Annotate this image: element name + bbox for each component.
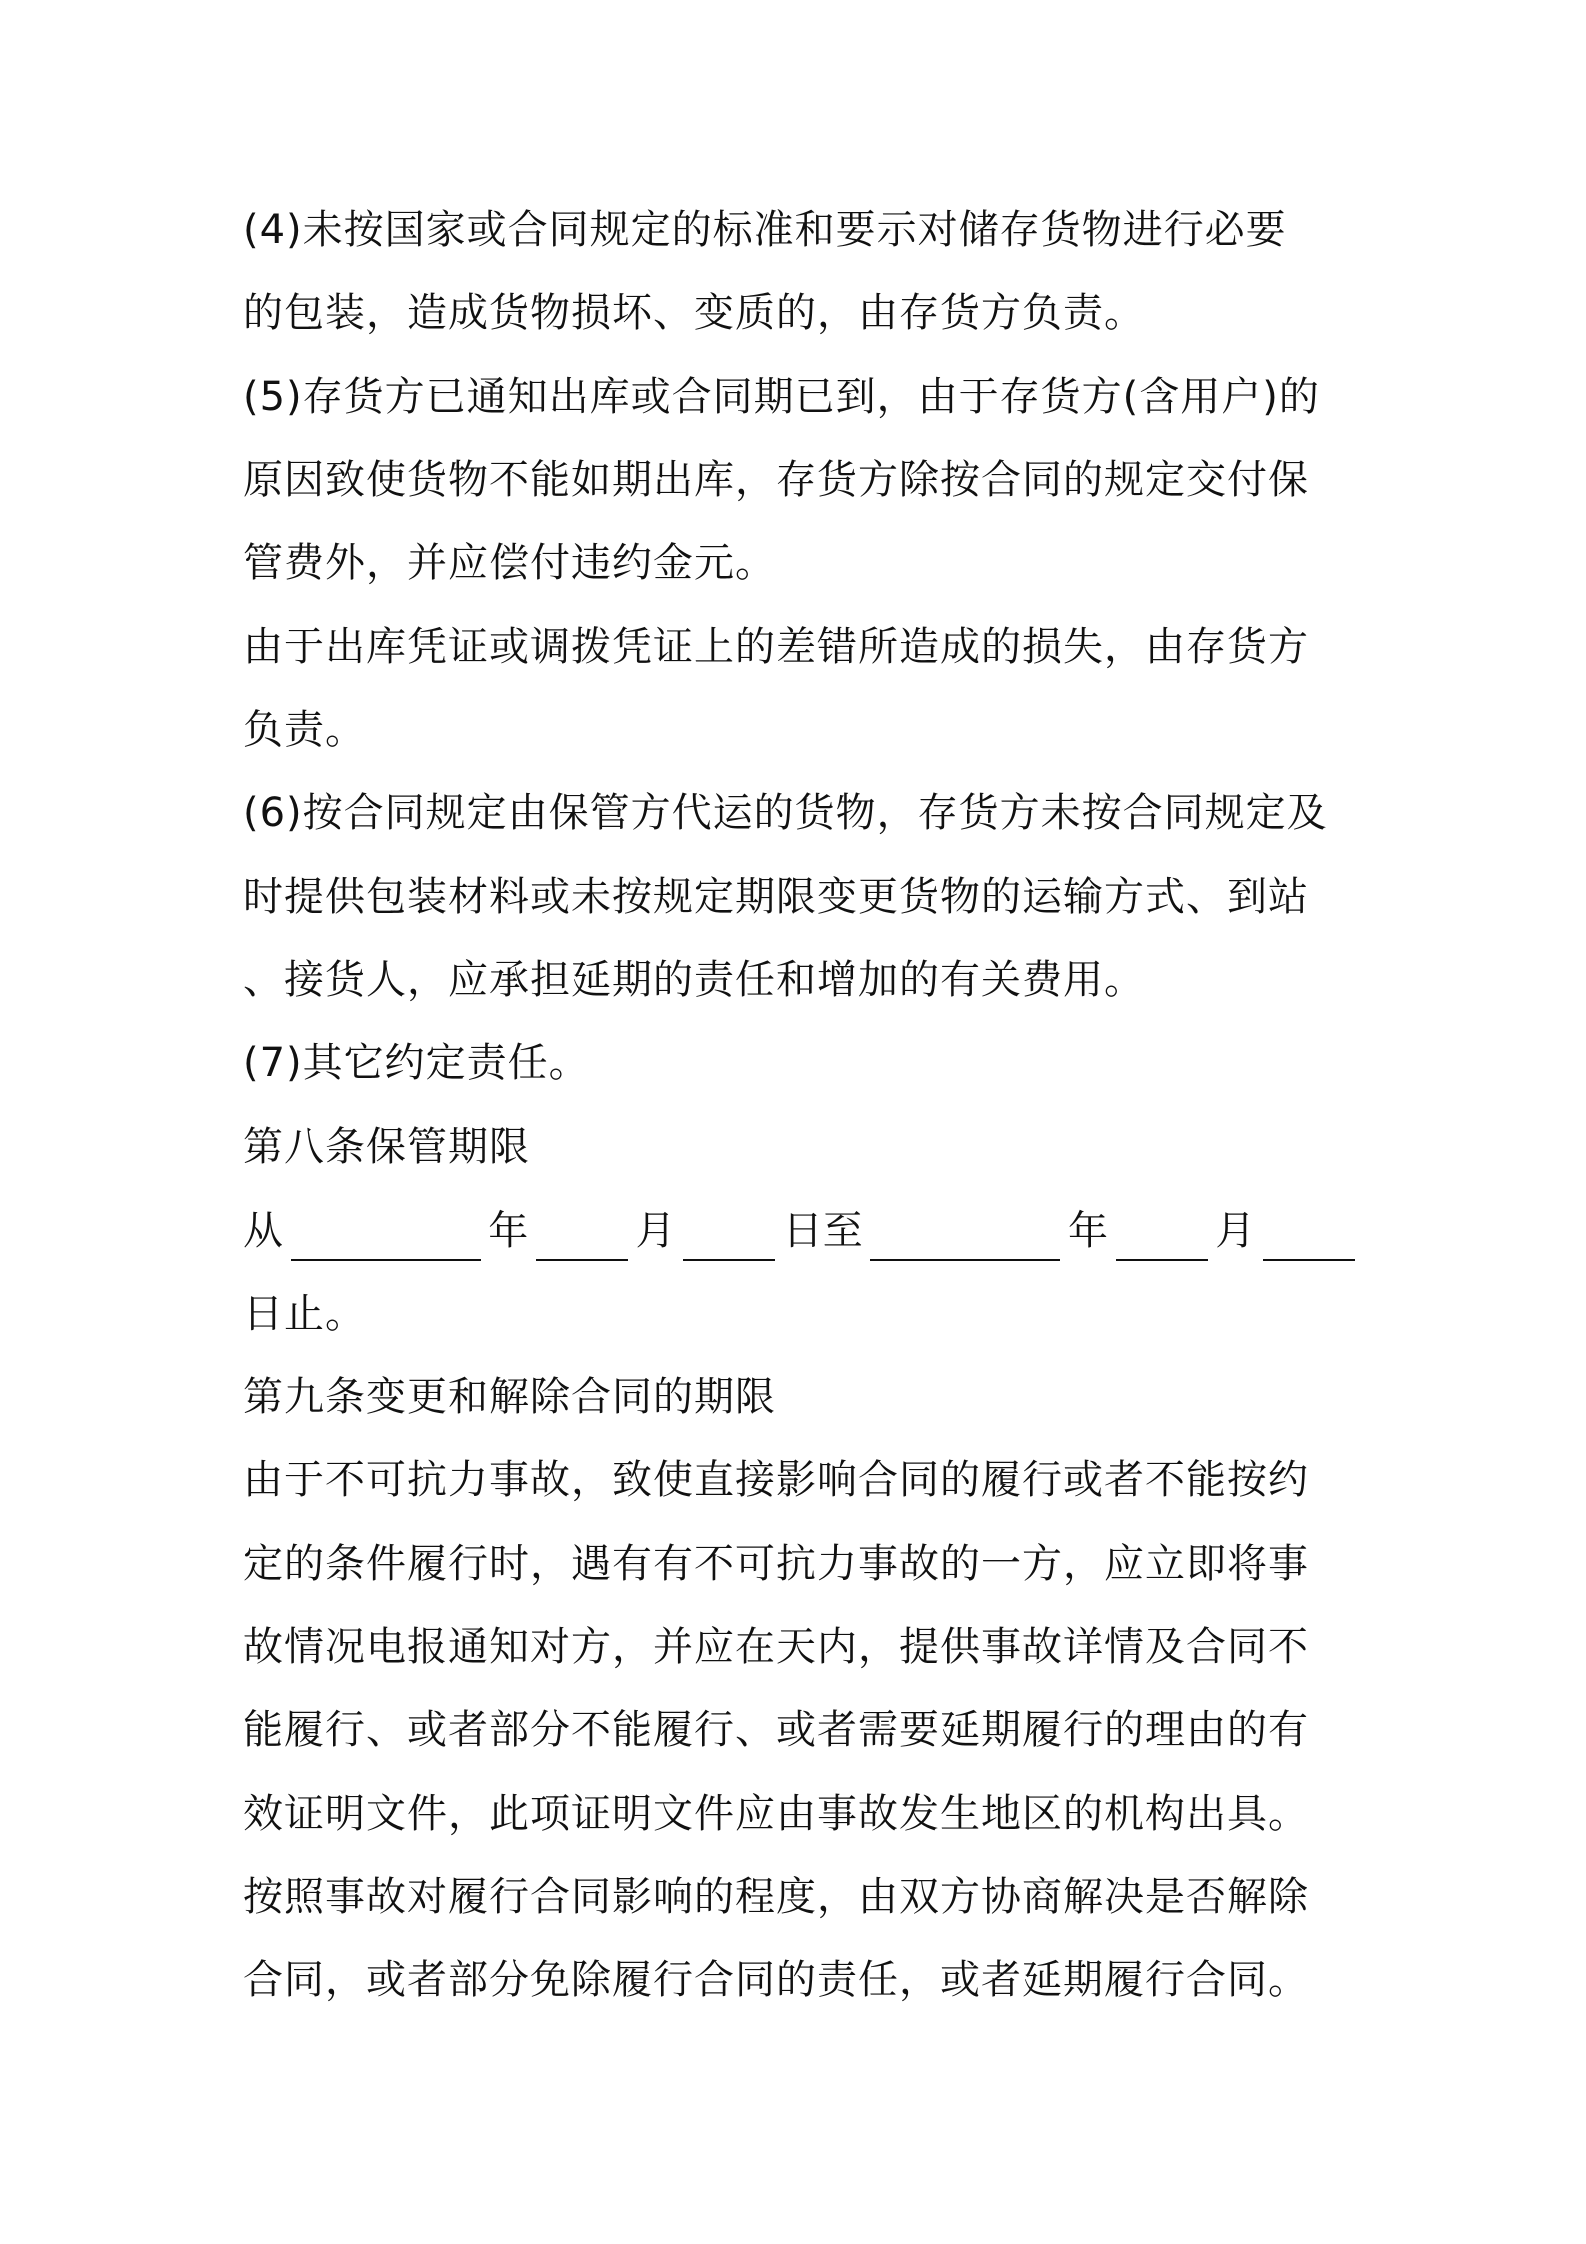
end-month-blank — [1116, 1217, 1208, 1261]
text-line: 日止。 — [243, 1291, 366, 1337]
text-line: (5)存货方已通知出库或合同期已到，由于存货方(含用户)的 — [243, 374, 1320, 420]
year-label: 年 — [488, 1208, 529, 1254]
text-line: 故情况电报通知对方，并应在天内，提供事故详情及合同不 — [243, 1624, 1309, 1670]
text-line: 按照事故对履行合同影响的程度，由双方协商解决是否解除 — [243, 1874, 1309, 1920]
month-label: 月 — [635, 1208, 676, 1254]
text-line: 时提供包装材料或未按规定期限变更货物的运输方式、到站 — [243, 874, 1309, 920]
text-line: 效证明文件，此项证明文件应由事故发生地区的机构出具。 — [243, 1791, 1309, 1837]
text-line: 负责。 — [243, 707, 366, 753]
text-line: 的包装，造成货物损坏、变质的，由存货方负责。 — [243, 290, 1145, 336]
text-line: (7)其它约定责任。 — [243, 1040, 590, 1086]
from-label: 从 — [243, 1208, 283, 1254]
text-line: 由于不可抗力事故，致使直接影响合同的履行或者不能按约 — [243, 1457, 1309, 1503]
text-line: 原因致使货物不能如期出库，存货方除按合同的规定交付保 — [243, 457, 1309, 503]
text-line: 管费外，并应偿付违约金元。 — [243, 540, 776, 586]
storage-period-row — [243, 1201, 1355, 1261]
text-line: (4)未按国家或合同规定的标准和要示对储存货物进行必要 — [243, 207, 1287, 253]
text-line: 合同，或者部分免除履行合同的责任，或者延期履行合同。 — [243, 1957, 1309, 2003]
start-month-blank — [536, 1217, 628, 1261]
start-day-blank — [683, 1217, 775, 1261]
text-line: (6)按合同规定由保管方代运的货物，存货方未按合同规定及 — [243, 790, 1328, 836]
day-to-label: 日至 — [782, 1208, 863, 1254]
section-heading: 第九条变更和解除合同的期限 — [243, 1374, 776, 1420]
section-heading: 第八条保管期限 — [243, 1124, 530, 1170]
text-line: 能履行、或者部分不能履行、或者需要延期履行的理由的有 — [243, 1707, 1309, 1753]
text-line: 由于出库凭证或调拨凭证上的差错所造成的损失，由存货方 — [243, 624, 1309, 670]
text-line: 定的条件履行时，遇有有不可抗力事故的一方，应立即将事 — [243, 1541, 1309, 1587]
start-year-blank — [291, 1217, 481, 1261]
month-label-2: 月 — [1215, 1208, 1256, 1254]
end-year-blank — [870, 1217, 1060, 1261]
end-day-blank — [1263, 1217, 1355, 1261]
text-line: 、接货人，应承担延期的责任和增加的有关费用。 — [243, 957, 1145, 1003]
year-label-2: 年 — [1068, 1208, 1108, 1254]
